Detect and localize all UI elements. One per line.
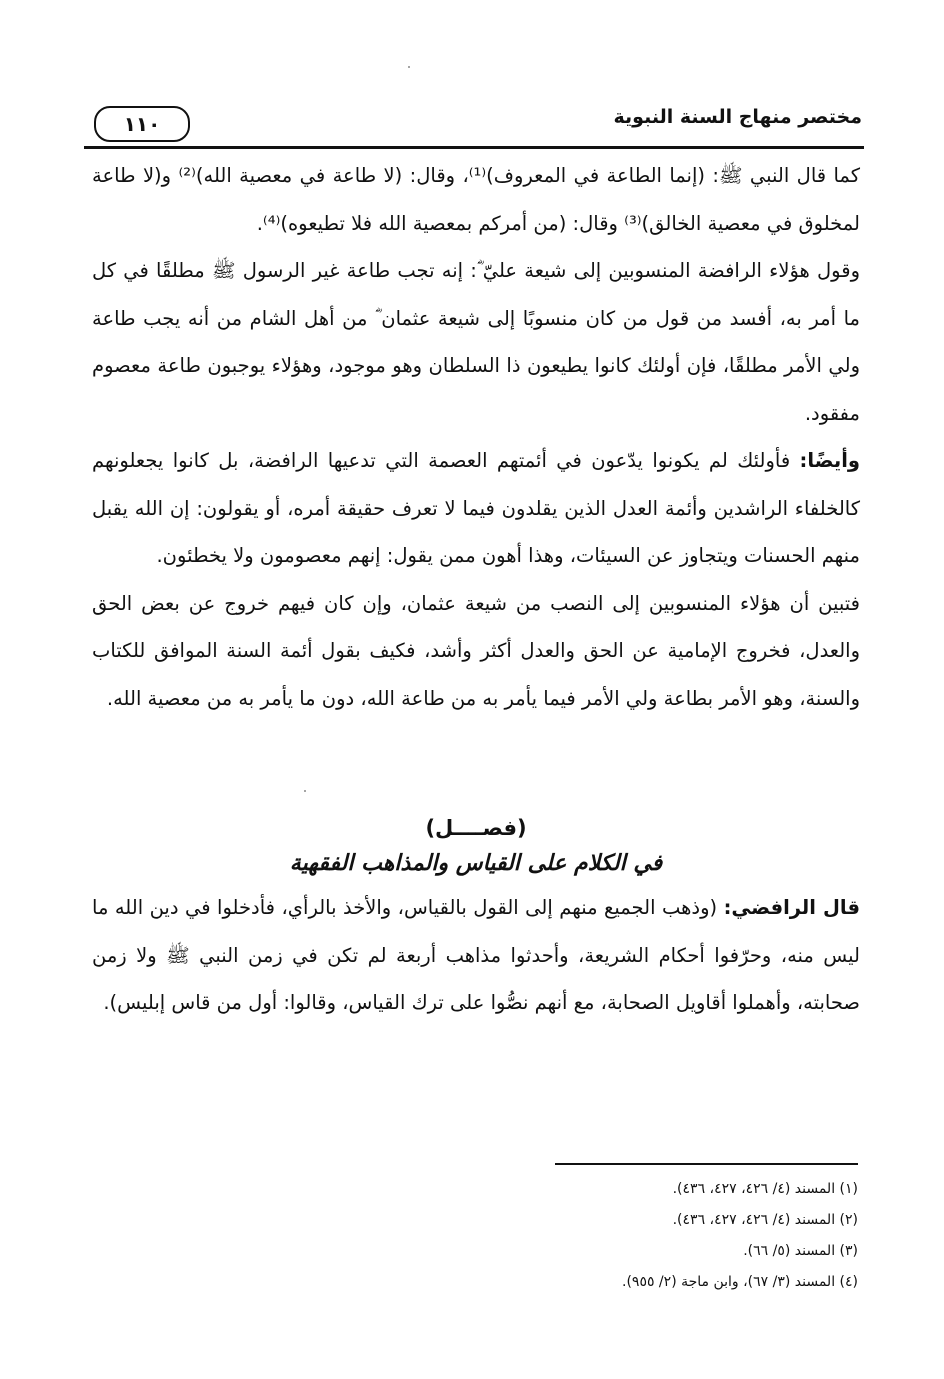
- page-number: ١١٠: [123, 112, 161, 136]
- paragraph-2: وقول هؤلاء الرافضة المنسوبين إلى شيعة عليّ ؓ: إنه تجب طاعة غير الرسول ﷺ مطلقًا في كل ما أمر به، أفسد من قول من كان منسوبًا إلى شيعة عثمان ؓ من أهل الشام من أنه يجب طاعة ولي الأمر مطلقًا، فإن أولئك كانوا يطيعون ذا السلطان وهو موجود، وهؤلاء يوجبون طاعة معصوم مفقود.: [92, 259, 860, 425]
- section-title-block: [92, 810, 860, 882]
- section-text: [92, 884, 860, 1027]
- footnotes: [358, 1174, 858, 1298]
- paragraph-3-lead: وأيضًا:: [799, 449, 860, 472]
- scan-speck: [304, 790, 306, 792]
- paragraph-5: [92, 884, 860, 1027]
- paragraph-1: كما قال النبي ﷺ: (إنما الطاعة في المعروف)⁽¹⁾، وقال: (لا طاعة في معصية الله)⁽²⁾ و(لا طاعة لمخلوق في معصية الخالق)⁽³⁾ وقال: (من أمركم بمعصية الله فلا تطيعوه)⁽⁴⁾.: [92, 164, 860, 235]
- footnote-3: (٣) المسند (٥/ ٦٦).: [743, 1243, 858, 1259]
- header-divider: [84, 146, 864, 149]
- paragraph-4: فتبين أن هؤلاء المنسوبين إلى النصب من شيعة عثمان، وإن كان فيهم خروج عن بعض الحق والعدل، فخروج الإمامية عن الحق والعدل أكثر وأشد، فكيف بقول أئمة السنة الموافق للكتاب والسنة، وهو الأمر بطاعة ولي الأمر فيما يأمر به من طاعة الله، دون ما يأمر به من معصية الله.: [92, 591, 860, 710]
- paragraph-5-text: (وذهب الجميع منهم إلى القول بالقياس، والأخذ بالرأي، فأدخلوا في دين الله ما ليس منه، وحرّفوا أحكام الشريعة، وأحدثوا مذاهب أربعة لم تكن في زمن النبي ﷺ ولا زمن صحابته، وأهملوا أقاويل الصحابة، مع أنهم نصُّوا على ترك القياس، وقالوا: أول من قاس إبليس).: [92, 896, 860, 1014]
- footnote-4: (٤) المسند (٣/ ٦٧)، وابن ماجة (٢/ ٩٥٥).: [622, 1274, 858, 1290]
- page-header: [84, 100, 864, 146]
- footnote-divider: [555, 1163, 858, 1165]
- paragraph-3-text: فأولئك لم يكونوا يدّعون في أئمتهم العصمة التي تدعيها الرافضة، بل كانوا يجعلونهم كالخلفاء الراشدين وأئمة العدل الذين يقلدون فيما لا تعرف حقيقة أمره، أو يقولون: إن الله يقبل منهم الحسنات ويتجاوز عن السيئات، وهذا أهون ممن يقول: إنهم معصومون ولا يخطئون.: [92, 449, 860, 567]
- section-label: (فصــــل): [425, 816, 527, 840]
- paragraph-5-lead: قال الرافضي:: [723, 896, 860, 919]
- footnote-2: (٢) المسند (٤/ ٤٢٦، ٤٢٧، ٤٣٦).: [672, 1212, 858, 1228]
- section-heading: في الكلام على القياس والمذاهب الفقهية: [289, 851, 663, 876]
- paragraph-3: [92, 437, 860, 580]
- scan-speck: [408, 66, 410, 68]
- running-title: مختصر منهاج السنة النبوية: [613, 106, 862, 128]
- main-text: [92, 152, 860, 722]
- page-number-badge: [94, 106, 190, 142]
- footnote-1: (١) المسند (٤/ ٤٢٦، ٤٢٧، ٤٣٦).: [672, 1181, 858, 1197]
